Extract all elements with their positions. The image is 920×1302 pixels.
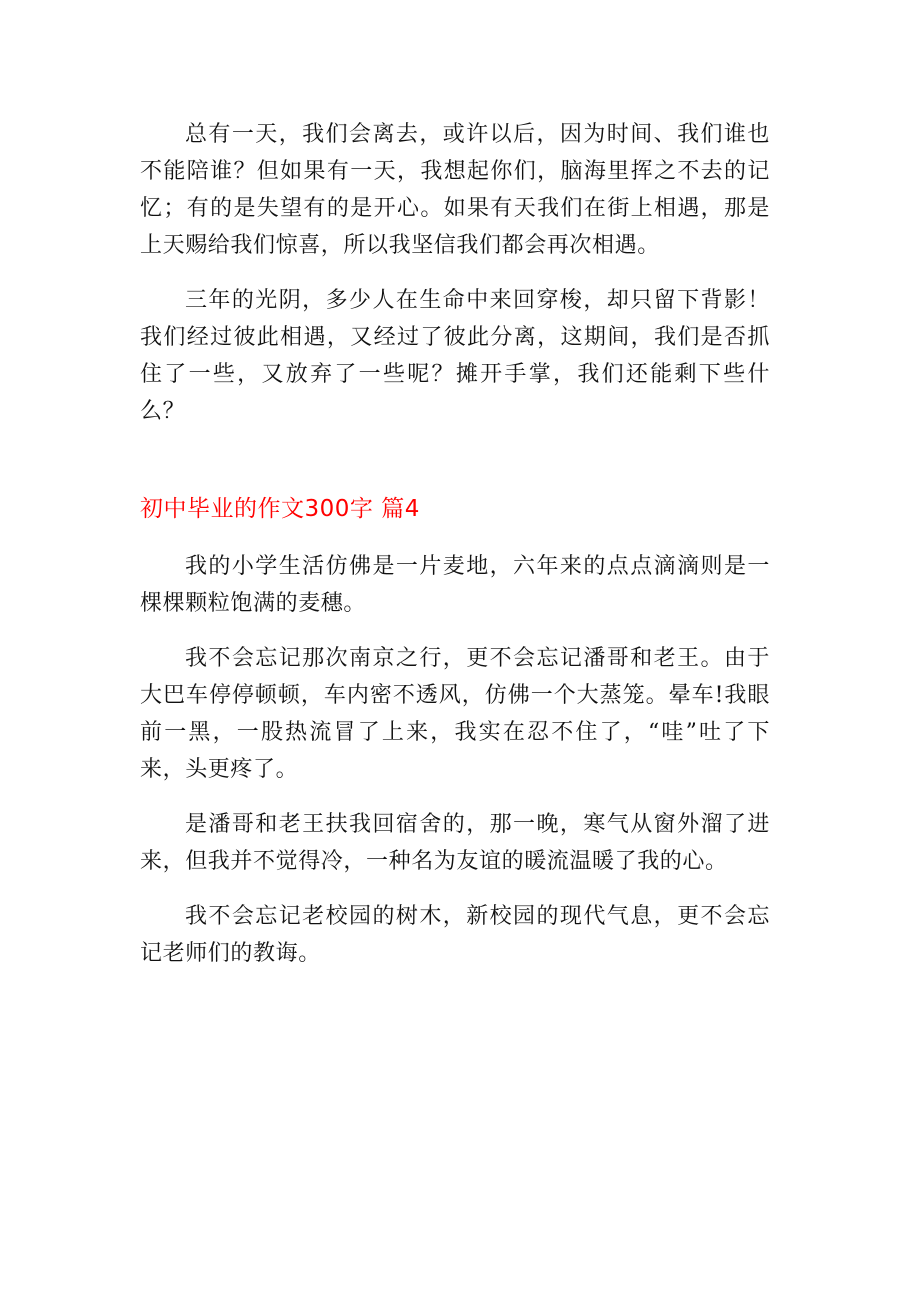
paragraph: 三年的光阴，多少人在生命中来回穿梭，却只留下背影！我们经过彼此相遇，又经过了彼此分离，这期间，我们是否抓住了一些，又放弃了一些呢？摊开手掌，我们还能剩下些什么？ xyxy=(140,288,770,424)
paragraph: 我不会忘记那次南京之行，更不会忘记潘哥和老王。由于大巴车停停顿顿，车内密不透风，仿佛一个大蒸笼。晕车!我眼前一黑，一股热流冒了上来，我实在忍不住了，“哇”吐了下来，头更疼了。 xyxy=(140,646,770,782)
section-heading: 初中毕业的作文300字 篇4 xyxy=(140,496,420,522)
document-page xyxy=(140,116,770,990)
paragraph: 我的小学生活仿佛是一片麦地，六年来的点点滴滴则是一棵棵颗粒饱满的麦穗。 xyxy=(140,554,770,616)
paragraph: 是潘哥和老王扶我回宿舍的，那一晚，寒气从窗外溜了进来，但我并不觉得冷，一种名为友谊的暖流温暖了我的心。 xyxy=(140,812,770,874)
paragraph: 我不会忘记老校园的树木，新校园的现代气息，更不会忘记老师们的教诲。 xyxy=(140,904,770,966)
paragraph: 总有一天，我们会离去，或许以后，因为时间、我们谁也不能陪谁？但如果有一天，我想起你们，脑海里挥之不去的记忆；有的是失望有的是开心。如果有天我们在街上相遇，那是上天赐给我们惊喜，所以我坚信我们都会再次相遇。 xyxy=(140,122,770,258)
